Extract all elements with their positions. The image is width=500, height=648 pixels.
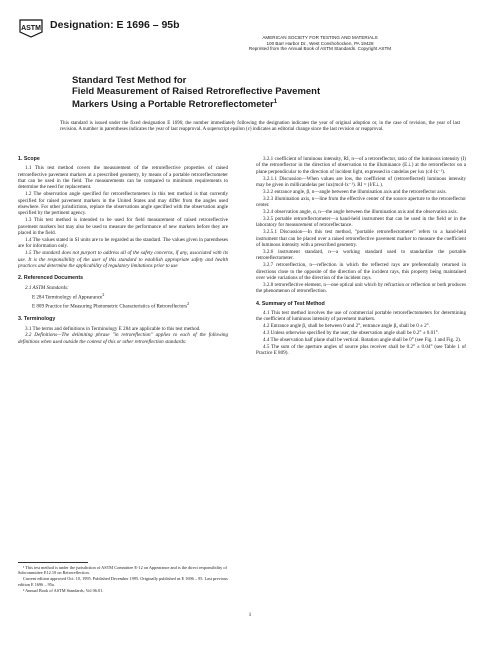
def-3-2-6: 3.2.6 instrument standard, n—a working standard used to standardize the portable retroreflectometer. [256,248,466,262]
right-column [256,156,466,357]
def-3-2-7: 3.2.7 retroreflection, n—reflection in which the reflected rays are preferentially returned in directions close to the opposite of the direction of the incident rays, this property being maintained over wide variations of the direction of the incident rays. [256,262,466,281]
ref-e284 [18,292,228,301]
para-2-1: 2.1 ASTM Standards: [25,284,69,291]
ref-e284-footnote-mark: 2 [102,291,105,297]
title-line-3-text: Markers Using a Portable Retroreflectometer [72,99,274,111]
section-heading-scope: 1. Scope [18,156,40,162]
def-3-2-4: 3.2.4 observation angle, α, n—the angle between the illumination axis and the observation axis. [263,209,458,216]
para-1-5: 1.5 The standard does not purport to address all of the safety concerns, if any, associated with its use. It is the responsibility of the user of this standard to establish appropriate safety and health practices and determine the applicability of regulatory limitations prior to use [18,250,228,269]
footnote-rule [18,562,88,563]
title-line-2: Field Measurement of Raised Retroreflective Pavement [72,86,321,97]
def-3-2-3: 3.2.3 illumination axis, n—line from the effective center of the source aperture to the retroreflector center. [256,195,466,209]
def-3-2-8: 3.2.8 retroreflective element, n—one optical unit which by refraction or reflection or both produces the phenomenon of retroreflection. [256,281,466,295]
section-heading-referenced-documents: 2. Referenced Documents [18,275,84,282]
para-4-2: 4.2 Entrance angle β₁ shall be between 0 and 2°, entrance angle β₂ shall be 0 ± 2°. [263,323,430,330]
ref-e809-text: E 809 Practice for Measuring Photometric Characteristics of Retroreflectors [32,303,188,310]
para-3-2: 3.2 Definitions—The delimiting phrase "in retroreflection" applies to each of the following definitions when used outside the context of this or other retroreflection standards: [18,332,228,345]
publisher-line-1: AMERICAN SOCIETY FOR TESTING AND MATERIALS [262,35,378,40]
title-line-3 [72,97,452,110]
def-3-2-2: 3.2.2 entrance angle, β, n—angle between the illumination axis and the retroreflector axis. [263,188,447,195]
ref-e284-text: E 284 Terminology of Appearance [32,294,103,301]
para-1-2: 1.2 The observation angle specified for retroreflectometers in this test method is that currently specified for raised pavement markers in the United States and may differ from the angles used elsewhere. For other jurisdictions, replace the observations angle specified with the observation angle specified by the pertinent agency. [18,191,228,217]
para-3-1: 3.1 The terms and definitions in Terminology E 284 are applicable to this test method. [25,325,201,332]
def-3-2-1: 3.2.1 coefficient of luminous intensity, RI, n—of a retroreflector, ratio of the luminous intensity (I) of the retroreflector in the direction of observation to the illuminance (E⊥) at the retroreflector on a plane perpendicular to the direction of incident light, expressed in candelas per lux (cd·lx⁻¹). [256,156,466,175]
publisher-block [180,35,460,52]
para-4-1: 4.1 This test method involves the use of commercial portable retroreflectometers for determining the coefficient of luminous intensity of pavement markers. [256,309,466,323]
section-heading-summary: 4. Summary of Test Method [256,300,325,307]
logo-text: ASTM [21,25,41,32]
def-3-2-5: 3.2.5 portable retroreflectometer—a hand-held instrument that can be used in the field or in the laboratory for measurement of retroreflectance. [256,216,466,229]
page-number: 1 [248,612,252,618]
def-3-2-1-1: 3.2.1.1 Discussion—When values are low, the coefficient of (retroreflected) luminous intensity may be given in millicandelas per lux(mcd·lx⁻¹). RI = (I/E⊥). [256,175,466,188]
para-4-5: 4.5 The sum of the aperture angles of source plus receiver shall be 0.2° ± 0.04° (see Table 1 of Practice E 809). [256,344,466,357]
issuance-notice: This standard is issued under the fixed designation E 1696; the number immediately following the designation indicates the year of original adoption or, in the case of revision, the year of last revision. A number in parentheses indicates the year of last reapproval. A superscript epsilon (ε) indicates an editorial change since the last revision or reapproval. [60,121,460,133]
footnote-1-b: Current edition approved Oct. 10, 1995. Published December 1995. Originally published as E 1696 – 95. Last previous edition E 1696 – 95a. [18,576,228,587]
document-title [72,75,452,110]
para-1-4: 1.4 The values stated in SI units are to be regarded as the standard. The values given in parentheses are for information only. [18,236,228,250]
ref-e809-footnote-mark: 2 [187,301,190,307]
para-4-3: 4.3 Unless otherwise specified by the user, the observation angle shall be 0.2° ± 0.01°. [263,330,439,337]
title-footnote-mark: 1 [273,99,278,105]
left-column [18,156,228,346]
footnotes [18,562,228,594]
footnote-1: ¹ This test method is under the jurisdiction of ASTM Committee E-12 on Appearance and is the direct responsibility of Subcommittee E12.10 on Retroreflection. [18,565,227,576]
astm-logo-icon [18,18,44,38]
title-line-1: Standard Test Method for [72,75,187,86]
para-4-4: 4.4 The observation half plane shall be vertical. Rotation angle shall be 0° (see Fig. 1 and Fig. 2). [263,337,462,344]
designation: Designation: E 1696 – 95b [50,19,180,31]
para-1-3: 1.3 This test method is intended to be used for field measurement of raised retroreflective pavement markers but may also be used to measure the performance of new markers before they are placed in the field. [18,217,228,236]
section-heading-terminology: 3. Terminology [18,316,56,323]
publisher-line-2: 100 Barr Harbor Dr., West Conshohocken, PA 19428 [266,40,374,46]
def-3-2-5-1: 3.2.5.1 Discussion—In this test method, "portable retroreflectometer" refers to a hand-held instrument that can be placed over a raised retroreflective pavement marker to measure the coefficient of luminous intensity with a prescribed geometry. [256,229,466,249]
publisher-line-3: Reprinted from the Annual Book of ASTM Standards. Copyright ASTM [248,46,392,52]
para-1-1: 1.1 This test method covers the measurement of the retroreflective properties of raised retroreflective pavement markers at a prescribed geometry, by means of a portable retroreflectometer that can be used in the field. The measurements can be compared to minimum requirements to determine the need for replacement. [18,165,228,191]
ref-e809 [18,301,228,310]
footnote-2: ² Annual Book of ASTM Standards, Vol 06.01. [23,587,104,593]
